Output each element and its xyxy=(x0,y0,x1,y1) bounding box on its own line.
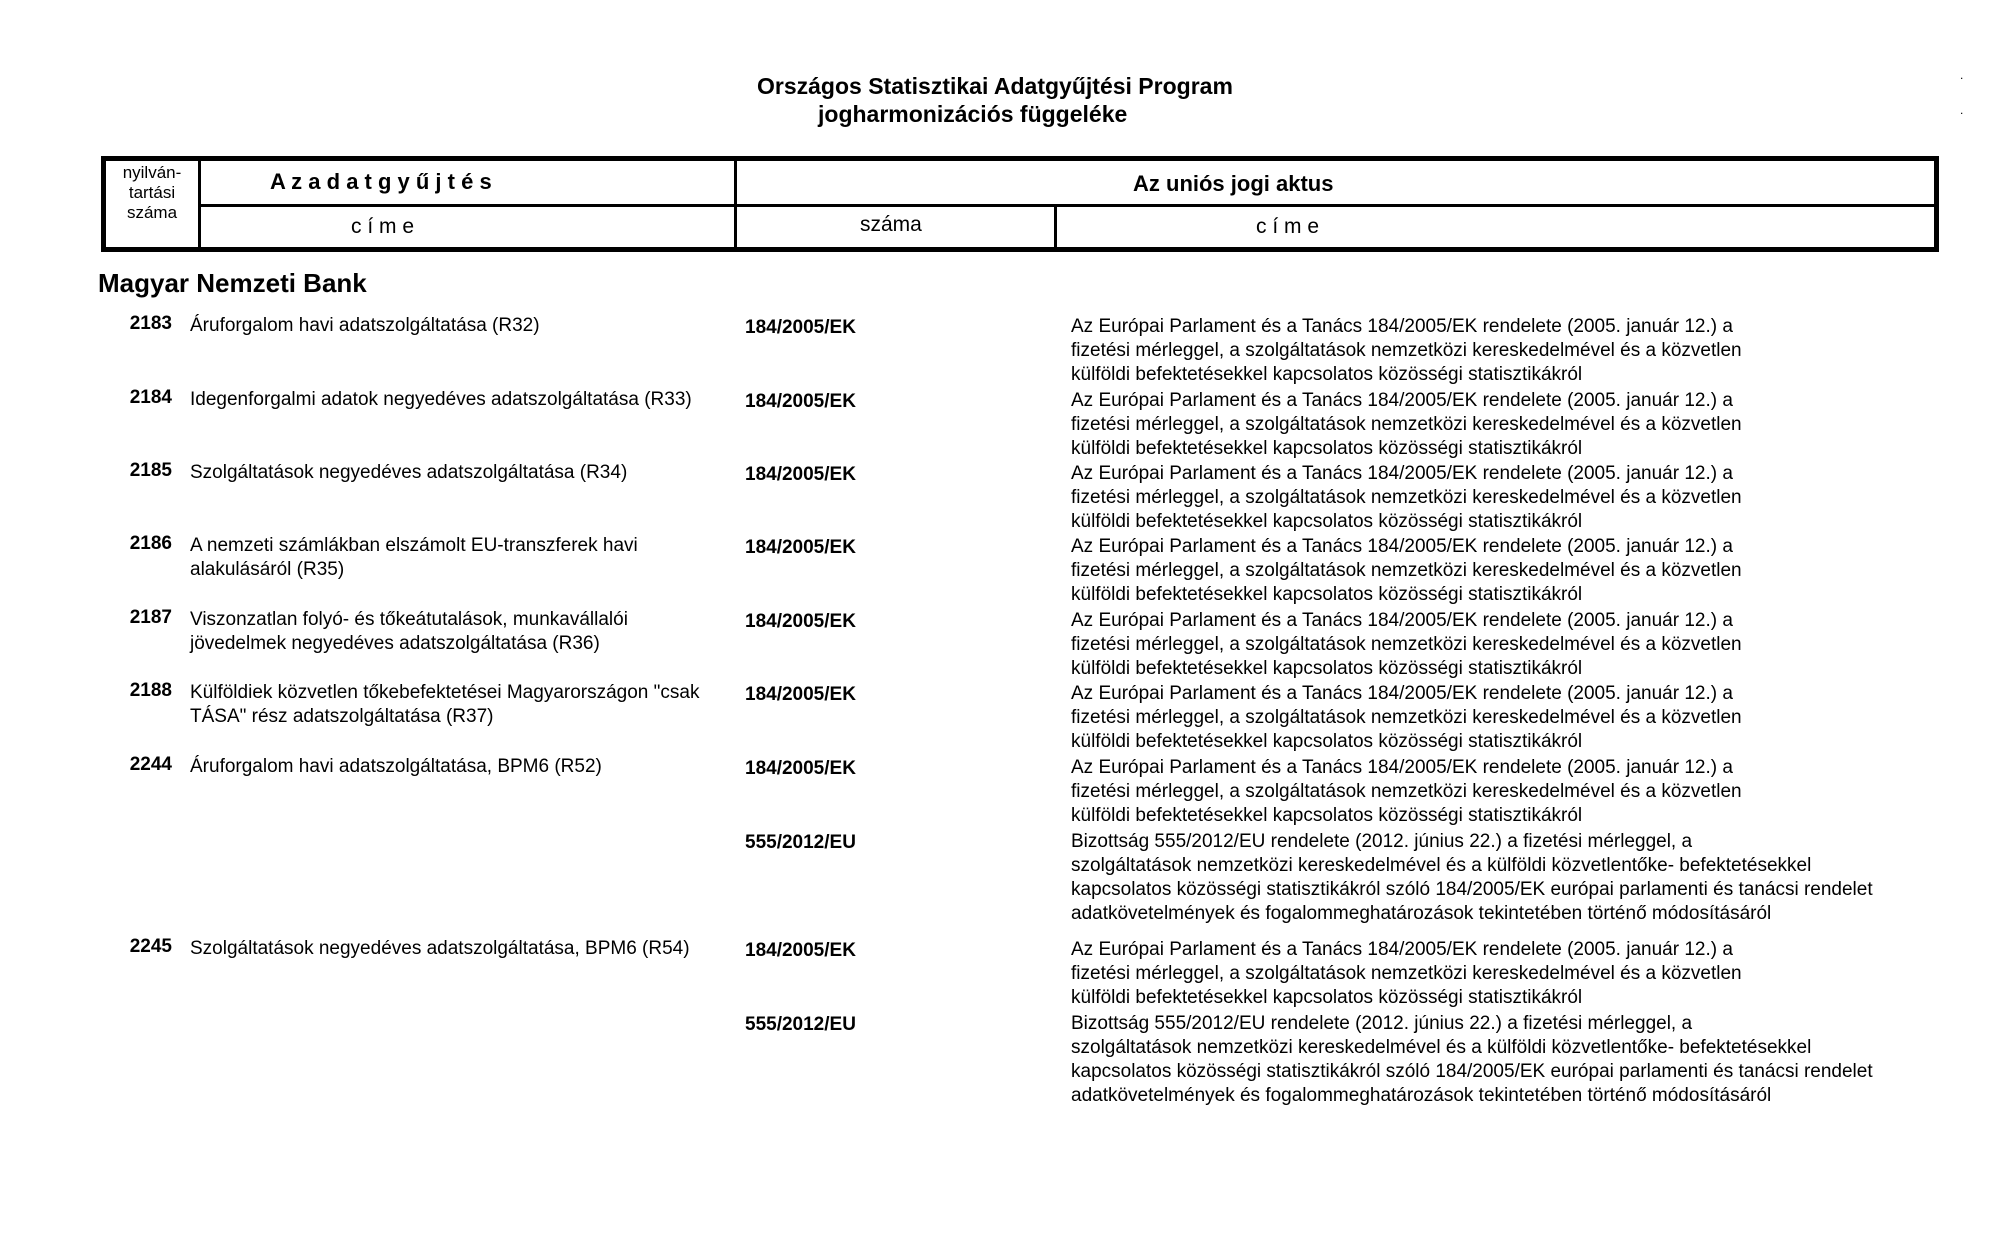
header-eu-act-number: száma xyxy=(860,213,922,236)
row-reg-number: 2183 xyxy=(129,313,172,334)
header-eu-act: Az uniós jogi aktus xyxy=(1133,171,1334,196)
row-reg-number: 2244 xyxy=(129,754,172,775)
title-line-2: jogharmonizációs függeléke xyxy=(818,101,1128,127)
table-header xyxy=(101,156,1939,252)
act-number: 184/2005/EK xyxy=(745,684,856,705)
act-number: 184/2005/EK xyxy=(745,464,856,485)
row-reg-number: 2186 xyxy=(129,533,172,554)
row-title: Viszonzatlan folyó- és tőkeátutalások, munkavállalói jövedelmek negyedéves adatszolgáltatása (R36) xyxy=(190,609,628,654)
header-collection: A z a d a t g y ű j t é s xyxy=(270,169,492,194)
row-reg-number: 2245 xyxy=(129,936,172,957)
row-title: A nemzeti számlákban elszámolt EU-transzferek havi alakulásáról (R35) xyxy=(190,535,638,580)
row-title: Szolgáltatások negyedéves adatszolgáltatása, BPM6 (R54) xyxy=(190,938,690,959)
title-line-1: Országos Statisztikai Adatgyűjtési Program xyxy=(757,73,1233,99)
corner-mark: . xyxy=(1960,68,1964,82)
header-divider xyxy=(198,204,1934,207)
act-number: 184/2005/EK xyxy=(745,391,856,412)
act-number: 555/2012/EU xyxy=(745,832,856,853)
act-title: Az Európai Parlament és a Tanács 184/2005/EK rendelete (2005. január 12.) a fizetési mérleggel, a szolgáltatások nemzetközi kereskedelmével és a közvetlen külföldi befektetésekkel kapcsolatos közösségi statisztikákról xyxy=(1071,757,1742,826)
row-title: Áruforgalom havi adatszolgáltatása (R32) xyxy=(190,315,540,336)
header-collection-title: c í m e xyxy=(351,215,415,238)
row-reg-number: 2187 xyxy=(129,607,172,628)
act-title: Bizottság 555/2012/EU rendelete (2012. június 22.) a fizetési mérleggel, a szolgáltatások nemzetközi kereskedelmével és a külföldi közvetlentőke- befektetésekkel kapcsolatos közösségi statisztikákról szóló 184/2005/EK európai parlamenti és tanácsi rendelet adatkövetelmények és fogalommeghatározások tekintetében történő módosításáról xyxy=(1071,1013,1873,1106)
header-divider xyxy=(1054,204,1057,247)
corner-mark: . xyxy=(1960,103,1964,117)
act-title: Az Európai Parlament és a Tanács 184/2005/EK rendelete (2005. január 12.) a fizetési mérleggel, a szolgáltatások nemzetközi kereskedelmével és a közvetlen külföldi befektetésekkel kapcsolatos közösségi statisztikákról xyxy=(1071,316,1742,385)
act-number: 184/2005/EK xyxy=(745,940,856,961)
act-title: Az Európai Parlament és a Tanács 184/2005/EK rendelete (2005. január 12.) a fizetési mérleggel, a szolgáltatások nemzetközi kereskedelmével és a közvetlen külföldi befektetésekkel kapcsolatos közösségi statisztikákról xyxy=(1071,536,1742,605)
row-title: Idegenforgalmi adatok negyedéves adatszolgáltatása (R33) xyxy=(190,389,692,410)
act-number: 555/2012/EU xyxy=(745,1014,856,1035)
act-number: 184/2005/EK xyxy=(745,611,856,632)
act-title: Az Európai Parlament és a Tanács 184/2005/EK rendelete (2005. január 12.) a fizetési mérleggel, a szolgáltatások nemzetközi kereskedelmével és a közvetlen külföldi befektetésekkel kapcsolatos közösségi statisztikákról xyxy=(1071,610,1742,679)
act-number: 184/2005/EK xyxy=(745,758,856,779)
act-title: Bizottság 555/2012/EU rendelete (2012. június 22.) a fizetési mérleggel, a szolgáltatások nemzetközi kereskedelmével és a külföldi közvetlentőke- befektetésekkel kapcsolatos közösségi statisztikákról szóló 184/2005/EK európai parlamenti és tanácsi rendelet adatkövetelmények és fogalommeghatározások tekintetében történő módosításáról xyxy=(1071,831,1873,924)
act-title: Az Európai Parlament és a Tanács 184/2005/EK rendelete (2005. január 12.) a fizetési mérleggel, a szolgáltatások nemzetközi kereskedelmével és a közvetlen külföldi befektetésekkel kapcsolatos közösségi statisztikákról xyxy=(1071,939,1742,1008)
row-title: Szolgáltatások negyedéves adatszolgáltatása (R34) xyxy=(190,462,628,483)
row-reg-number: 2185 xyxy=(129,460,172,481)
act-title: Az Európai Parlament és a Tanács 184/2005/EK rendelete (2005. január 12.) a fizetési mérleggel, a szolgáltatások nemzetközi kereskedelmével és a közvetlen külföldi befektetésekkel kapcsolatos közösségi statisztikákról xyxy=(1071,390,1742,459)
act-number: 184/2005/EK xyxy=(745,317,856,338)
row-title: Áruforgalom havi adatszolgáltatása, BPM6 (R52) xyxy=(190,756,602,777)
header-eu-act-title: c í m e xyxy=(1256,215,1320,238)
act-title: Az Európai Parlament és a Tanács 184/2005/EK rendelete (2005. január 12.) a fizetési mérleggel, a szolgáltatások nemzetközi kereskedelmével és a közvetlen külföldi befektetésekkel kapcsolatos közösségi statisztikákról xyxy=(1071,463,1742,532)
row-reg-number: 2184 xyxy=(129,387,172,408)
header-reg-number: nyilván- tartási száma xyxy=(122,163,182,222)
act-number: 184/2005/EK xyxy=(745,537,856,558)
act-title: Az Európai Parlament és a Tanács 184/2005/EK rendelete (2005. január 12.) a fizetési mérleggel, a szolgáltatások nemzetközi kereskedelmével és a közvetlen külföldi befektetésekkel kapcsolatos közösségi statisztikákról xyxy=(1071,683,1742,752)
row-reg-number: 2188 xyxy=(129,680,172,701)
section-title: Magyar Nemzeti Bank xyxy=(98,268,367,298)
row-title: Külföldiek közvetlen tőkebefektetései Magyarországon "csak TÁSA" rész adatszolgáltatása (R37) xyxy=(190,682,700,727)
